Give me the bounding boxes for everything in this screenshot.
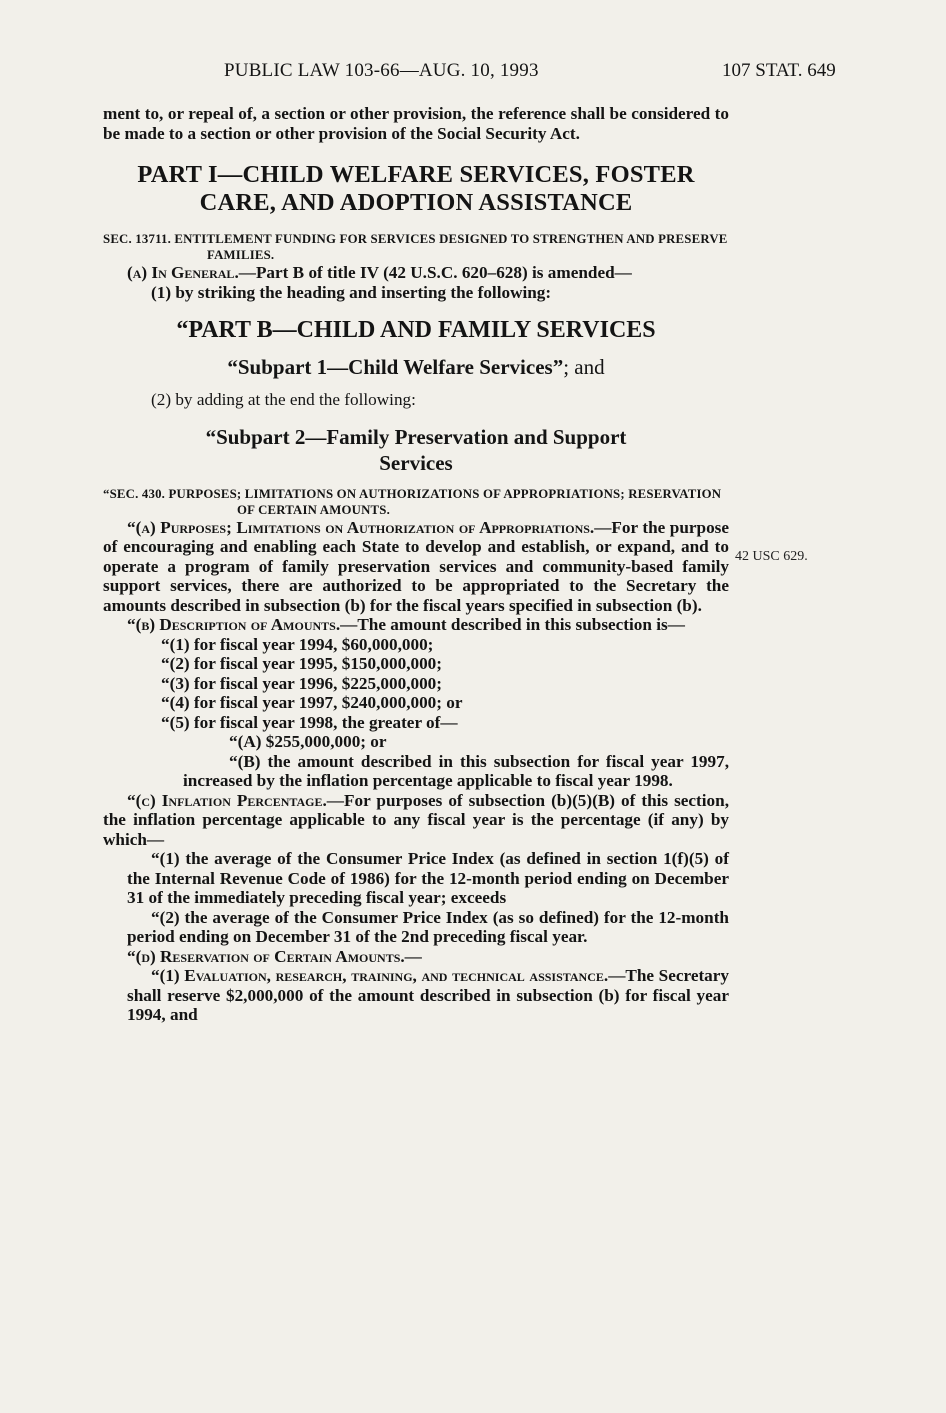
section-430-a-heading: “(a) Purposes; Limitations on Authorization of Appropriations. <box>127 517 595 537</box>
subpart-2-line-2: Services <box>379 450 453 475</box>
paragraph-d1-heading: “(1) Evaluation, research, training, and technical assistance. <box>151 966 609 985</box>
paragraph-a2: (2) by adding at the end the following: <box>151 390 416 409</box>
section-430-b-heading: “(b) Description of Amounts. <box>127 615 341 634</box>
section-430-c-text: —For purposes of subsection (b)(5)(B) of this section, the inflation percentage applicable to any fiscal year is the percentage (if any) by which— <box>103 790 730 849</box>
section-430-subsection-d <box>103 947 729 967</box>
subsection-a-heading: (a) In General. <box>127 263 239 282</box>
paragraph-d1-text: —The Secretary shall reserve $2,000,000 of the amount described in subsection (b) for fiscal year 1994, and <box>127 966 729 1024</box>
subpart-1-heading <box>103 354 729 380</box>
section-430-b-text: —The amount described in this subsection is— <box>340 615 685 634</box>
clause-5B: “(B) the amount described in this subsection for fiscal year 1997, increased by the inflation percentage applicable to fiscal year 1998. <box>183 751 729 790</box>
part-title <box>103 161 729 217</box>
paragraph-c1: “(1) the average of the Consumer Price Index (as defined in section 1(f)(5) of the Internal Revenue Code of 1986) for the 12-month period ending on December 31 of the immediately preceding fiscal year; exceeds <box>127 849 729 907</box>
clause-5A: “(A) $255,000,000; or <box>229 732 387 751</box>
section-heading-13711: SEC. 13711. ENTITLEMENT FUNDING FOR SERVICES DESIGNED TO STRENGTHEN AND PRESERVE FAMILIES. <box>103 232 728 262</box>
body-text <box>103 104 729 1025</box>
running-header-title: PUBLIC LAW 103-66—AUG. 10, 1993 <box>224 60 539 81</box>
list-item: “(3) for fiscal year 1996, $225,000,000; <box>161 673 443 693</box>
section-430-subsection-a <box>103 518 729 616</box>
paragraph-d1 <box>103 966 729 1025</box>
part-b-heading: “PART B—CHILD AND FAMILY SERVICES <box>176 317 656 343</box>
running-header-page: 107 STAT. 649 <box>722 60 836 81</box>
subpart-2-heading <box>103 424 729 476</box>
section-heading-430: “SEC. 430. PURPOSES; LIMITATIONS ON AUTHORIZATIONS OF APPROPRIATIONS; RESERVATION OF CERTAIN AMOUNTS. <box>103 486 722 517</box>
section-430-subsection-b <box>103 615 729 635</box>
subsection-a-text: —Part B of title IV (42 U.S.C. 620–628) is amended— <box>238 263 632 282</box>
part-title-line-2: CARE, AND ADOPTION ASSISTANCE <box>199 189 633 216</box>
section-430-d-dash: — <box>404 946 422 966</box>
list-item: “(2) for fiscal year 1995, $150,000,000; <box>161 654 443 673</box>
subpart-2-line-1: “Subpart 2—Family Preservation and Support <box>205 424 627 449</box>
list-item: “(1) for fiscal year 1994, $60,000,000; <box>161 634 434 654</box>
part-title-line-1: PART I—CHILD WELFARE SERVICES, FOSTER <box>137 161 695 188</box>
paragraph-c2: “(2) the average of the Consumer Price Index (as so defined) for the 12-month period ending on December 31 of the 2nd preceding fiscal year. <box>127 907 729 946</box>
margin-note: 42 USC 629. <box>735 549 808 564</box>
section-430-a-text: —For the purpose of encouraging and enabling each State to develop and establish, or expand, and to operate a program of family preservation services and community-based family support services, there are authorized to be appropriated to the Secretary the amounts described in subsection (b) for the fiscal years specified in subsection (b). <box>103 517 729 615</box>
section-430-subsection-c <box>103 791 729 850</box>
intro-paragraph: ment to, or repeal of, a section or other provision, the reference shall be considered to be made to a section or other provision of the Social Security Act. <box>103 104 729 143</box>
subpart-1-title: “Subpart 1—Child Welfare Services” <box>227 355 564 379</box>
amounts-list <box>103 635 729 733</box>
list-item: “(5) for fiscal year 1998, the greater of— <box>161 712 458 732</box>
section-430-c-heading: “(c) Inflation Percentage. <box>127 790 327 810</box>
paragraph-a1: (1) by striking the heading and inserting the following: <box>151 282 552 302</box>
list-item: “(4) for fiscal year 1997, $240,000,000; or <box>161 693 463 712</box>
section-430-d-heading: “(d) Reservation of Certain Amounts. <box>127 946 405 966</box>
subpart-1-tail: ; and <box>563 355 605 379</box>
subsection-a <box>103 263 729 283</box>
